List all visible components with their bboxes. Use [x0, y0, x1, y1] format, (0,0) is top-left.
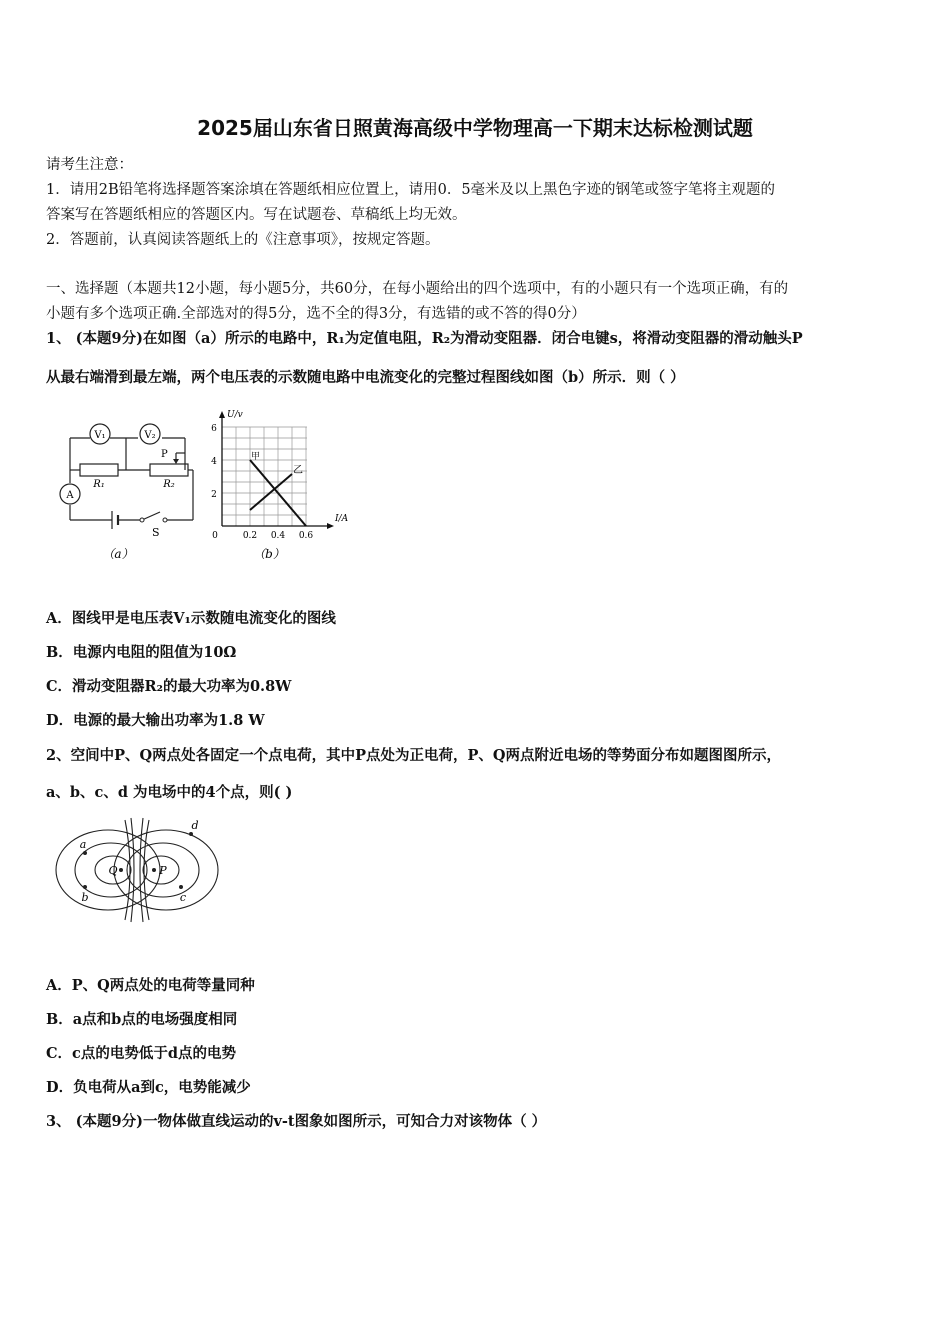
q2-option-b: B．a点和b点的电场强度相同	[46, 1011, 238, 1028]
point-d-label: d	[191, 819, 199, 832]
q1-stem-line1: 1、 (本题9分)在如图（a）所示的电路中，R₁为定值电阻，R₂为滑动变阻器．闭合电键s，将滑动变阻器的滑动触头P	[46, 330, 803, 347]
x-tick-0.4: 0.4	[270, 531, 286, 541]
v2-label: V₂	[144, 430, 156, 441]
page-title: 2025届山东省日照黄海高级中学物理高一下期末达标检测试题	[197, 116, 753, 140]
line-yi-label: 乙	[293, 465, 303, 476]
section-instructions-line1: 一、选择题（本题共12小题，每小题5分，共60分，在每小题给出的四个选项中，有的小题只有一个选项正确，有的	[46, 281, 789, 297]
q2-option-a: A．P、Q两点处的电荷等量同种	[46, 977, 255, 994]
v1-label: V₁	[94, 430, 106, 441]
r2-label: R₂	[163, 479, 175, 490]
charge-p-dot	[152, 868, 156, 872]
q1-option-c: C．滑动变阻器R₂的最大功率为0.8W	[46, 678, 292, 695]
slider-p-label: P	[161, 449, 168, 460]
point-c-dot	[179, 885, 183, 889]
q2-stem-line1: 2、空间中P、Q两点处各固定一个点电荷，其中P点处为正电荷，P、Q两点附近电场的等势面分布如题图图所示，	[46, 747, 782, 764]
q1-option-a: A．图线甲是电压表V₁示数随电流变化的图线	[46, 610, 336, 627]
notice-item-1-cont: 答案写在答题纸相应的答题区内。写在试题卷、草稿纸上均无效。	[46, 207, 467, 223]
r1-label: R₁	[93, 479, 105, 490]
charge-q-dot	[119, 868, 123, 872]
charge-p-label: P	[159, 864, 167, 877]
fig-a-caption: （a）	[102, 547, 134, 561]
q2-option-d: D．负电荷从a到c，电势能减少	[46, 1079, 251, 1096]
graph-line-yi	[250, 474, 292, 510]
q1-option-b: B．电源内电阻的阻值为10Ω	[46, 644, 237, 661]
x-tick-0.6: 0.6	[298, 531, 314, 541]
notice-item-2: 2．答题前，认真阅读答题纸上的《注意事项》，按规定答题。	[46, 232, 440, 248]
ammeter-label: A	[66, 490, 74, 501]
y-tick-6: 6	[211, 424, 217, 434]
x-tick-0: 0	[212, 531, 218, 541]
point-a-dot	[83, 851, 87, 855]
section-instructions-line2: 小题有多个选项正确.全部选对的得5分，选不全的得3分，有选错的或不答的得0分）	[46, 306, 586, 322]
point-a-label: a	[79, 838, 87, 851]
point-d-dot	[189, 832, 193, 836]
point-c-label: c	[179, 891, 187, 904]
notice-heading: 请考生注意：	[46, 157, 133, 173]
point-b-label: b	[81, 891, 89, 904]
fig-b-caption: （b）	[253, 547, 285, 561]
line-jia-label: 甲	[251, 452, 261, 462]
q2-option-c: C．c点的电势低于d点的电势	[46, 1045, 237, 1062]
q2-equipotential-figure	[55, 815, 220, 925]
y-tick-2: 2	[211, 490, 217, 500]
q1-option-d: D．电源的最大输出功率为1.8 W	[46, 712, 265, 729]
q1-circuit-figure	[50, 405, 200, 570]
switch-label: S	[152, 526, 160, 539]
q2-stem-line2: a、b、c、d 为电场中的4个点，则( )	[46, 784, 293, 801]
x-tick-0.2: 0.2	[242, 531, 258, 541]
q1-ui-graph	[205, 405, 365, 570]
q3-stem-line1: 3、 (本题9分)一物体做直线运动的v-t图象如图所示，可知合力对该物体（ ）	[46, 1113, 547, 1130]
point-b-dot	[83, 885, 87, 889]
charge-q-label: Q	[108, 864, 118, 877]
y-tick-4: 4	[211, 457, 217, 467]
q1-stem-line2: 从最右端滑到最左端，两个电压表的示数随电路中电流变化的完整过程图线如图（b）所示．则（ ）	[46, 369, 685, 386]
x-axis-label: I/A	[335, 514, 349, 524]
y-axis-label: U/v	[227, 410, 243, 420]
notice-item-1: 1．请用2B铅笔将选择题答案涂填在答题纸相应位置上，请用0．5毫米及以上黑色字迹的钢笔或签字笔将主观题的	[46, 182, 776, 198]
